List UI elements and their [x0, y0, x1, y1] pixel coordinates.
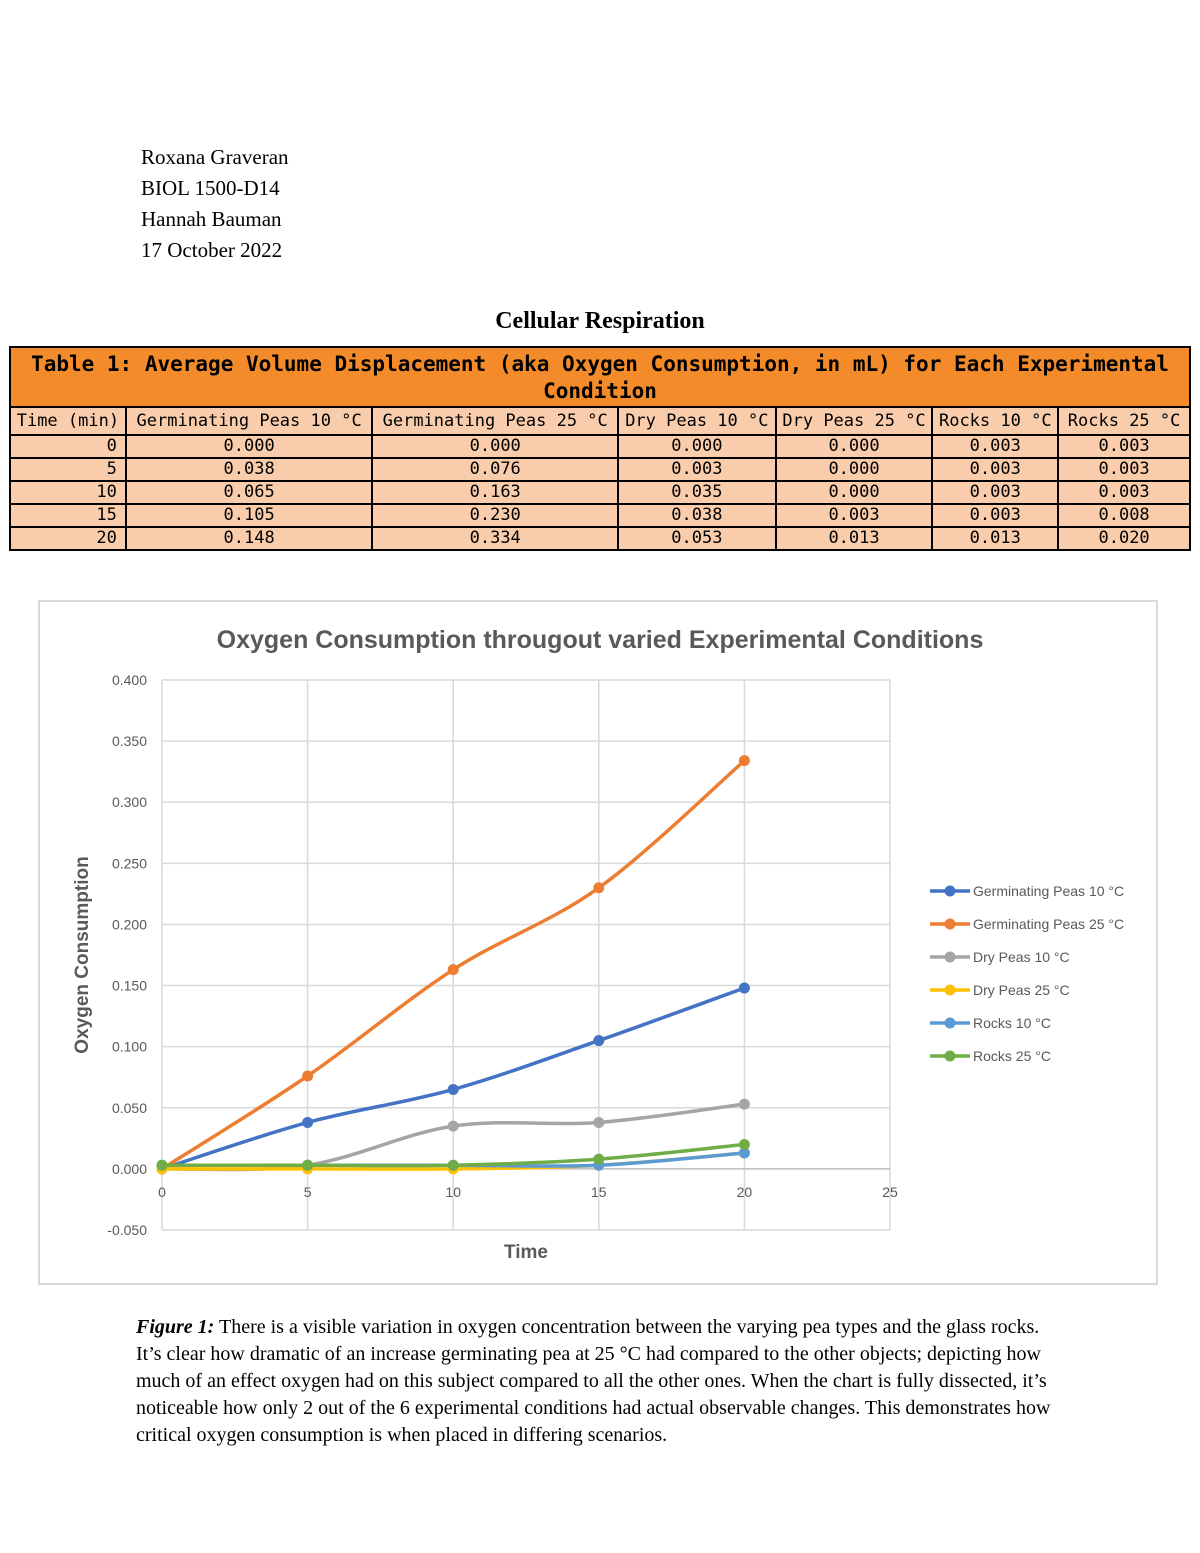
data-table [9, 346, 1191, 551]
y-tick-label: 0.000 [111, 1160, 147, 1177]
data-point [302, 1071, 313, 1082]
x-tick-label: 5 [303, 1183, 312, 1200]
y-tick-label: 0.150 [111, 977, 147, 994]
y-tick-label: 0.250 [111, 855, 147, 872]
data-point [448, 1121, 459, 1132]
y-tick-label: 0.050 [111, 1099, 147, 1116]
y-tick-label: 0.100 [111, 1038, 147, 1055]
table-header-cell: Dry Peas 10 °C [618, 407, 776, 435]
legend-swatch-marker [945, 919, 956, 930]
value-cell: 0.013 [932, 527, 1058, 550]
value-cell: 0.008 [1058, 504, 1190, 527]
value-cell: 0.000 [618, 435, 776, 458]
data-point [593, 1117, 604, 1128]
x-axis-label: Time [503, 1242, 549, 1263]
x-tick-label: 20 [736, 1183, 753, 1200]
course-code: BIOL 1500-D14 [141, 176, 280, 200]
data-point [739, 1099, 750, 1110]
value-cell: 0.003 [932, 504, 1058, 527]
time-cell: 5 [10, 458, 126, 481]
legend-swatch-marker [945, 1051, 956, 1062]
table-header-cell: Rocks 10 °C [932, 407, 1058, 435]
x-tick-label: 10 [445, 1183, 461, 1200]
value-cell: 0.038 [126, 458, 373, 481]
data-point [593, 1154, 604, 1165]
value-cell: 0.003 [1058, 435, 1190, 458]
legend-entry: Rocks 10 °C [973, 1015, 1051, 1031]
y-tick-label: -0.050 [107, 1222, 147, 1238]
y-tick-label: 0.350 [111, 733, 147, 750]
author-name: Roxana Graveran [141, 145, 289, 169]
table-header-cell: Dry Peas 25 °C [776, 407, 933, 435]
value-cell: 0.000 [776, 481, 933, 504]
legend-entry: Germinating Peas 25 °C [973, 916, 1125, 932]
table-header-cell: Time (min) [10, 407, 126, 435]
value-cell: 0.053 [618, 527, 776, 550]
x-tick-label: 0 [158, 1183, 166, 1200]
data-point [739, 983, 750, 994]
value-cell: 0.076 [372, 458, 618, 481]
data-point [448, 1084, 459, 1095]
time-cell: 0 [10, 435, 126, 458]
value-cell: 0.334 [372, 527, 618, 550]
instructor-name: Hannah Bauman [141, 207, 282, 231]
document-title: Cellular Respiration [495, 308, 705, 334]
y-axis-label: Oxygen Consumption [72, 856, 93, 1054]
table-header-row [10, 407, 1190, 435]
table-header-cell: Rocks 25 °C [1058, 407, 1190, 435]
data-point [448, 964, 459, 975]
value-cell: 0.013 [776, 527, 933, 550]
data-point [448, 1160, 459, 1171]
figure-caption-label: Figure 1: [136, 1316, 215, 1338]
table-row [10, 435, 1190, 458]
chart-frame [38, 600, 1158, 1285]
figure-caption [136, 1314, 1066, 1449]
value-cell: 0.230 [372, 504, 618, 527]
y-tick-label: 0.400 [111, 672, 147, 688]
value-cell: 0.000 [126, 435, 373, 458]
legend-swatch-marker [945, 886, 956, 897]
value-cell: 0.000 [776, 435, 933, 458]
value-cell: 0.003 [1058, 458, 1190, 481]
legend-swatch-marker [945, 952, 956, 963]
time-cell: 15 [10, 504, 126, 527]
legend-swatch-marker [945, 1018, 956, 1029]
value-cell: 0.003 [1058, 481, 1190, 504]
table-row [10, 504, 1190, 527]
value-cell: 0.163 [372, 481, 618, 504]
table-caption: Table 1: Average Volume Displacement (aka Oxygen Consumption, in mL) for Each Experimental Condition [10, 347, 1190, 407]
y-tick-label: 0.300 [111, 794, 147, 811]
value-cell: 0.035 [618, 481, 776, 504]
value-cell: 0.038 [618, 504, 776, 527]
x-tick-label: 15 [591, 1183, 607, 1200]
value-cell: 0.065 [126, 481, 373, 504]
time-cell: 20 [10, 527, 126, 550]
value-cell: 0.105 [126, 504, 373, 527]
document-header [141, 142, 289, 266]
data-point [157, 1160, 168, 1171]
time-cell: 10 [10, 481, 126, 504]
value-cell: 0.000 [776, 458, 933, 481]
value-cell: 0.020 [1058, 527, 1190, 550]
data-point [593, 1035, 604, 1046]
oxygen-consumption-chart [40, 602, 1160, 1287]
table-row [10, 527, 1190, 550]
table-header-cell: Germinating Peas 10 °C [126, 407, 373, 435]
data-point [302, 1160, 313, 1171]
value-cell: 0.003 [776, 504, 933, 527]
legend-entry: Germinating Peas 10 °C [973, 883, 1125, 899]
legend-swatch-marker [945, 985, 956, 996]
table-header-cell: Germinating Peas 25 °C [372, 407, 618, 435]
data-point [302, 1117, 313, 1128]
value-cell: 0.148 [126, 527, 373, 550]
figure-caption-text: There is a visible variation in oxygen concentration between the varying pea types and the glass rocks. It’s clear how dramatic of an increase germinating pea at 25 °C had compared to the other objects; depicting how much of an effect oxygen had on this subject compared to all the other ones. When the chart is fully dissected, it’s noticeable how only 2 out of the 6 experimental conditions had actual observable changes. This demonstrates how critical oxygen consumption is when placed in differing scenarios. [136, 1316, 1051, 1446]
y-tick-label: 0.200 [111, 916, 147, 933]
legend-entry: Dry Peas 25 °C [973, 982, 1070, 998]
value-cell: 0.003 [932, 435, 1058, 458]
data-point [739, 755, 750, 766]
table-row [10, 481, 1190, 504]
table-body [10, 435, 1190, 550]
table-row [10, 458, 1190, 481]
value-cell: 0.000 [372, 435, 618, 458]
data-point [593, 882, 604, 893]
legend-entry: Dry Peas 10 °C [973, 949, 1070, 965]
value-cell: 0.003 [618, 458, 776, 481]
value-cell: 0.003 [932, 458, 1058, 481]
chart-title: Oxygen Consumption througout varied Experimental Conditions [216, 626, 984, 654]
value-cell: 0.003 [932, 481, 1058, 504]
data-point [739, 1139, 750, 1150]
x-tick-label: 25 [882, 1183, 898, 1200]
legend-entry: Rocks 25 °C [973, 1048, 1051, 1064]
document-date: 17 October 2022 [141, 238, 283, 262]
